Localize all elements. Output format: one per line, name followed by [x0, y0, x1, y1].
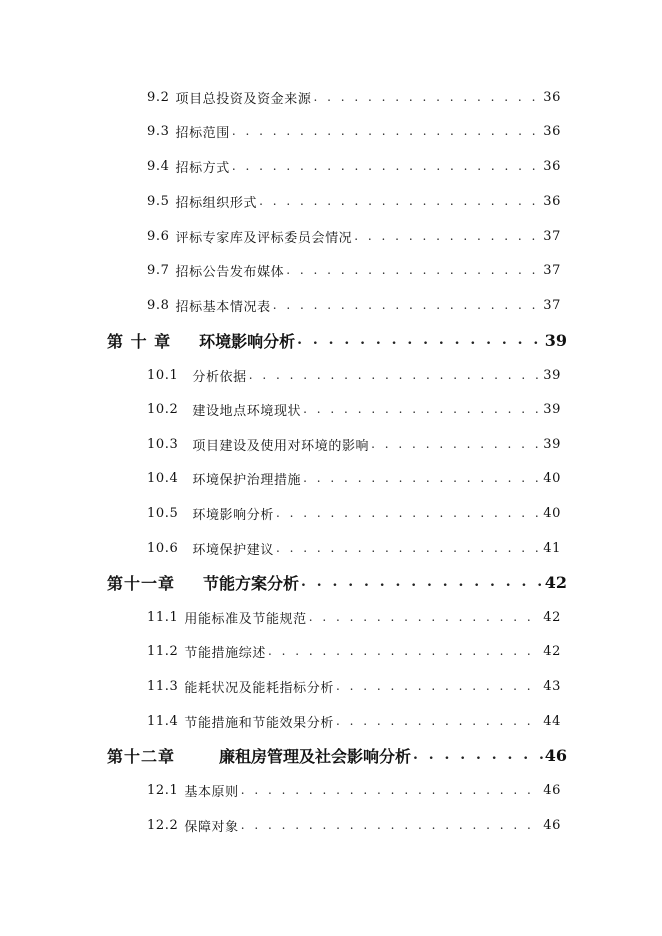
toc-entry-page: 42	[543, 643, 561, 659]
toc-entry-page: 40	[543, 470, 561, 486]
toc-chapter-page: 39	[544, 330, 567, 350]
toc-entry-10-2[interactable]	[0, 397, 662, 421]
toc-entry-page: 37	[543, 228, 561, 244]
dot-leader	[232, 124, 541, 138]
toc-entry-page: 42	[543, 609, 561, 625]
toc-entry-page: 43	[543, 678, 561, 694]
toc-entry-number: 11.1	[147, 609, 179, 625]
toc-entry-10-4[interactable]	[0, 466, 662, 490]
toc-entry-title: 建设地点环境现状	[192, 403, 302, 419]
toc-entry-12-1[interactable]	[0, 778, 662, 802]
toc-entry-title: 项目总投资及资金来源	[175, 91, 312, 107]
toc-entry-page: 46	[543, 782, 561, 798]
toc-entry-title: 环境保护治理措施	[192, 472, 302, 488]
dot-leader	[249, 368, 541, 382]
dot-leader	[268, 644, 541, 658]
toc-entry-number: 9.7	[147, 262, 170, 278]
dot-leader	[286, 263, 541, 277]
toc-entry-title: 环境影响分析	[192, 507, 274, 523]
toc-entry-number: 10.3	[147, 436, 179, 452]
dot-leader	[232, 159, 541, 173]
toc-entry-number: 12.1	[147, 782, 179, 798]
dot-leader	[259, 194, 541, 208]
toc-entry-9-6[interactable]	[0, 224, 662, 248]
dot-leader	[276, 506, 541, 520]
dot-leader	[301, 574, 543, 590]
toc-entry-page: 39	[543, 436, 561, 452]
toc-entry-title: 能耗状况及能耗指标分析	[184, 680, 334, 696]
toc-chapter-page: 42	[544, 572, 567, 592]
toc-entry-page: 40	[543, 505, 561, 521]
toc-entry-12-2[interactable]	[0, 813, 662, 837]
dot-leader	[371, 437, 541, 451]
dot-leader	[241, 783, 541, 797]
dot-leader	[297, 332, 543, 348]
toc-entry-page: 37	[543, 262, 561, 278]
toc-entry-10-3[interactable]	[0, 432, 662, 456]
toc-entry-page: 36	[543, 158, 561, 174]
toc-entry-title: 招标基本情况表	[175, 299, 271, 315]
toc-entry-number: 10.2	[147, 401, 179, 417]
toc-entry-11-1[interactable]	[0, 605, 662, 629]
toc-entry-11-2[interactable]	[0, 639, 662, 663]
toc-entry-9-2[interactable]	[0, 85, 662, 109]
dot-leader	[314, 90, 542, 104]
dot-leader	[309, 610, 541, 624]
toc-entry-title: 评标专家库及评标委员会情况	[175, 230, 353, 246]
dot-leader	[336, 714, 541, 728]
toc-entry-9-7[interactable]	[0, 258, 662, 282]
toc-entry-title: 招标方式	[175, 160, 230, 176]
toc-entry-page: 36	[543, 193, 561, 209]
toc-entry-10-1[interactable]	[0, 363, 662, 387]
dot-leader	[241, 818, 541, 832]
toc-chapter-title: 环境影响分析	[199, 331, 296, 351]
dot-leader	[354, 229, 541, 243]
dot-leader	[303, 471, 541, 485]
toc-chapter-10[interactable]	[0, 328, 662, 352]
toc-entry-9-5[interactable]	[0, 189, 662, 213]
toc-chapter-number: 第 十 章	[107, 331, 172, 351]
toc-entry-title: 环境保护建议	[192, 542, 274, 558]
dot-leader	[336, 679, 541, 693]
dot-leader	[276, 541, 541, 555]
toc-chapter-number: 第十二章	[107, 746, 176, 766]
toc-entry-number: 12.2	[147, 817, 179, 833]
toc-entry-title: 项目建设及使用对环境的影响	[192, 438, 370, 454]
dot-leader	[303, 402, 541, 416]
toc-entry-page: 39	[543, 401, 561, 417]
toc-entry-9-8[interactable]	[0, 293, 662, 317]
toc-entry-number: 11.4	[147, 713, 179, 729]
toc-entry-title: 用能标准及节能规范	[184, 611, 307, 627]
toc-entry-number: 9.2	[147, 89, 170, 105]
toc-entry-title: 基本原则	[184, 784, 239, 800]
toc-entry-9-4[interactable]	[0, 154, 662, 178]
toc-entry-number: 9.8	[147, 297, 170, 313]
toc-entry-title: 节能措施和节能效果分析	[184, 715, 334, 731]
toc-entry-11-3[interactable]	[0, 674, 662, 698]
toc-chapter-12[interactable]	[0, 743, 662, 767]
toc-entry-page: 44	[543, 713, 561, 729]
toc-entry-title: 保障对象	[184, 819, 239, 835]
toc-entry-10-5[interactable]	[0, 501, 662, 525]
toc-entry-number: 9.6	[147, 228, 170, 244]
toc-entry-page: 41	[543, 540, 561, 556]
toc-entry-page: 39	[543, 367, 561, 383]
toc-entry-page: 46	[543, 817, 561, 833]
toc-entry-10-6[interactable]	[0, 536, 662, 560]
toc-entry-number: 9.4	[147, 158, 170, 174]
toc-entry-title: 招标范围	[175, 125, 230, 141]
toc-entry-number: 10.1	[147, 367, 179, 383]
toc-entry-number: 10.5	[147, 505, 179, 521]
toc-entry-number: 11.3	[147, 678, 179, 694]
toc-entry-number: 10.6	[147, 540, 179, 556]
toc-chapter-number: 第十一章	[107, 573, 176, 593]
toc-chapter-title: 节能方案分析	[203, 573, 300, 593]
dot-leader	[273, 298, 541, 312]
toc-entry-title: 节能措施综述	[184, 645, 266, 661]
toc-entry-number: 9.5	[147, 193, 170, 209]
toc-entry-title: 分析依据	[192, 369, 247, 385]
toc-entry-11-4[interactable]	[0, 709, 662, 733]
toc-chapter-page: 46	[544, 745, 567, 765]
toc-chapter-title: 廉租房管理及社会影响分析	[219, 746, 412, 766]
dot-leader	[413, 747, 543, 763]
toc-entry-number: 10.4	[147, 470, 179, 486]
toc-entry-page: 37	[543, 297, 561, 313]
toc-entry-page: 36	[543, 89, 561, 105]
toc-entry-number: 9.3	[147, 123, 170, 139]
toc-entry-9-3[interactable]	[0, 119, 662, 143]
toc-entry-title: 招标公告发布媒体	[175, 264, 285, 280]
toc-chapter-11[interactable]	[0, 570, 662, 594]
toc-entry-page: 36	[543, 123, 561, 139]
toc-entry-title: 招标组织形式	[175, 195, 258, 211]
toc-entry-number: 11.2	[147, 643, 179, 659]
